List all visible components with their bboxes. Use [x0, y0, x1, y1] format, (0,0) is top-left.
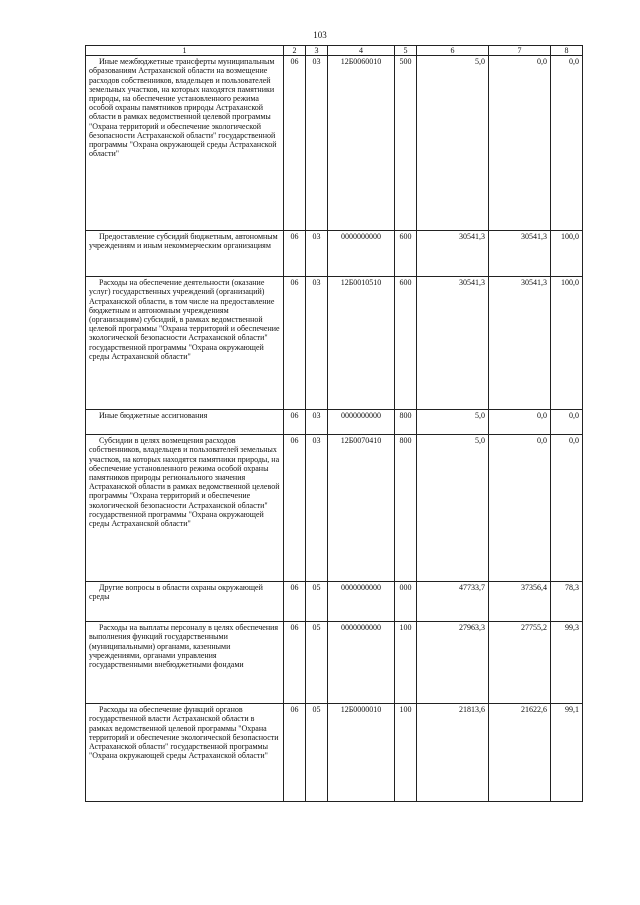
row-planned: 47733,7 [417, 582, 489, 622]
row-expense-type: 100 [395, 622, 417, 704]
row-expense-type: 800 [395, 435, 417, 582]
row-target-code: 0000000000 [328, 410, 395, 435]
row-executed: 30541,3 [489, 277, 551, 410]
row-section: 06 [284, 622, 306, 704]
col-header-3: 3 [306, 46, 328, 56]
row-name: Иные бюджетные ассигнования [86, 410, 284, 435]
row-subsection: 05 [306, 622, 328, 704]
row-target-code: 0000000000 [328, 582, 395, 622]
row-name: Расходы на выплаты персоналу в целях обеспечения выполнения функций государственными (муниципальными) органами, казенными учреждениями, органами управления государственными внебюджетными фондами [86, 622, 284, 704]
row-planned: 5,0 [417, 56, 489, 231]
row-expense-type: 500 [395, 56, 417, 231]
col-header-7: 7 [489, 46, 551, 56]
col-header-2: 2 [284, 46, 306, 56]
table-row [86, 582, 583, 622]
row-section: 06 [284, 704, 306, 802]
row-target-code: 0000000000 [328, 622, 395, 704]
row-section: 06 [284, 410, 306, 435]
row-executed: 0,0 [489, 410, 551, 435]
row-name: Другие вопросы в области охраны окружающей среды [86, 582, 284, 622]
table-row [86, 410, 583, 435]
col-header-5: 5 [395, 46, 417, 56]
row-subsection: 03 [306, 410, 328, 435]
table-row [86, 56, 583, 231]
row-section: 06 [284, 277, 306, 410]
row-subsection: 03 [306, 277, 328, 410]
row-section: 06 [284, 582, 306, 622]
row-expense-type: 600 [395, 231, 417, 277]
row-target-code: 12Б0070410 [328, 435, 395, 582]
row-section: 06 [284, 56, 306, 231]
row-subsection: 05 [306, 582, 328, 622]
row-expense-type: 600 [395, 277, 417, 410]
row-subsection: 03 [306, 56, 328, 231]
row-section: 06 [284, 435, 306, 582]
row-target-code: 12Б0000010 [328, 704, 395, 802]
col-header-8: 8 [551, 46, 583, 56]
row-planned: 21813,6 [417, 704, 489, 802]
col-header-1: 1 [86, 46, 284, 56]
row-percent: 100,0 [551, 277, 583, 410]
table-row [86, 277, 583, 410]
col-header-6: 6 [417, 46, 489, 56]
row-section: 06 [284, 231, 306, 277]
row-name: Предоставление субсидий бюджетным, автономным учреждениям и иным некоммерческим организациям [86, 231, 284, 277]
row-target-code: 12Б0010510 [328, 277, 395, 410]
table-row [86, 435, 583, 582]
row-percent: 78,3 [551, 582, 583, 622]
row-executed: 30541,3 [489, 231, 551, 277]
row-expense-type: 000 [395, 582, 417, 622]
row-executed: 0,0 [489, 56, 551, 231]
row-percent: 100,0 [551, 231, 583, 277]
row-planned: 5,0 [417, 410, 489, 435]
row-name: Иные межбюджетные трансферты муниципальным образованиям Астраханской области на возмещение расходов собственников, владельцев и пользователей земельных участков, на которых находятся памятники природы, на обеспечение установленного режима особой охраны памятников природы Астраханской области в рамках ведомственной целевой программы "Охрана территорий и обеспечение экологической безопасности Астраханской области" государственной программы "Охрана окружающей среды Астраханской области" [86, 56, 284, 231]
header-row [86, 46, 583, 56]
page-number: 103 [313, 30, 327, 40]
row-name: Расходы на обеспечение функций органов государственной власти Астраханской области в рамках ведомственной целевой программы "Охрана территорий и обеспечение экологической безопасности Астраханской области" государственной программы "Охрана окружающей среды Астраханской области" [86, 704, 284, 802]
row-executed: 27755,2 [489, 622, 551, 704]
row-target-code: 0000000000 [328, 231, 395, 277]
row-percent: 0,0 [551, 56, 583, 231]
table-row [86, 622, 583, 704]
row-name: Расходы на обеспечение деятельности (оказание услуг) государственных учреждений (организаций) Астраханской области, в том числе на предоставление бюджетным и автономным учреждениям (организациям) субсидий, в рамках ведомственной целевой программы "Охрана территорий и обеспечение экологической безопасности Астраханской области" государственной программы "Охрана окружающей среды Астраханской области" [86, 277, 284, 410]
row-target-code: 12Б0060010 [328, 56, 395, 231]
row-executed: 21622,6 [489, 704, 551, 802]
row-planned: 30541,3 [417, 231, 489, 277]
row-percent: 0,0 [551, 410, 583, 435]
row-subsection: 05 [306, 704, 328, 802]
row-expense-type: 800 [395, 410, 417, 435]
budget-table [85, 45, 583, 802]
row-percent: 99,3 [551, 622, 583, 704]
row-executed: 0,0 [489, 435, 551, 582]
row-planned: 27963,3 [417, 622, 489, 704]
col-header-4: 4 [328, 46, 395, 56]
row-planned: 30541,3 [417, 277, 489, 410]
row-percent: 99,1 [551, 704, 583, 802]
row-expense-type: 100 [395, 704, 417, 802]
row-percent: 0,0 [551, 435, 583, 582]
row-subsection: 03 [306, 231, 328, 277]
row-name: Субсидии в целях возмещения расходов собственников, владельцев и пользователей земельных участков, на которых находятся памятники природы, на обеспечение установленного режима особой охраны памятников природы регионального значения Астраханской области в рамках ведомственной целевой программы "Охрана территорий и обеспечение экологической безопасности Астраханской области" государственной программы "Охрана окружающей среды Астраханской области" [86, 435, 284, 582]
row-subsection: 03 [306, 435, 328, 582]
row-executed: 37356,4 [489, 582, 551, 622]
row-planned: 5,0 [417, 435, 489, 582]
table-row [86, 704, 583, 802]
table-row [86, 231, 583, 277]
